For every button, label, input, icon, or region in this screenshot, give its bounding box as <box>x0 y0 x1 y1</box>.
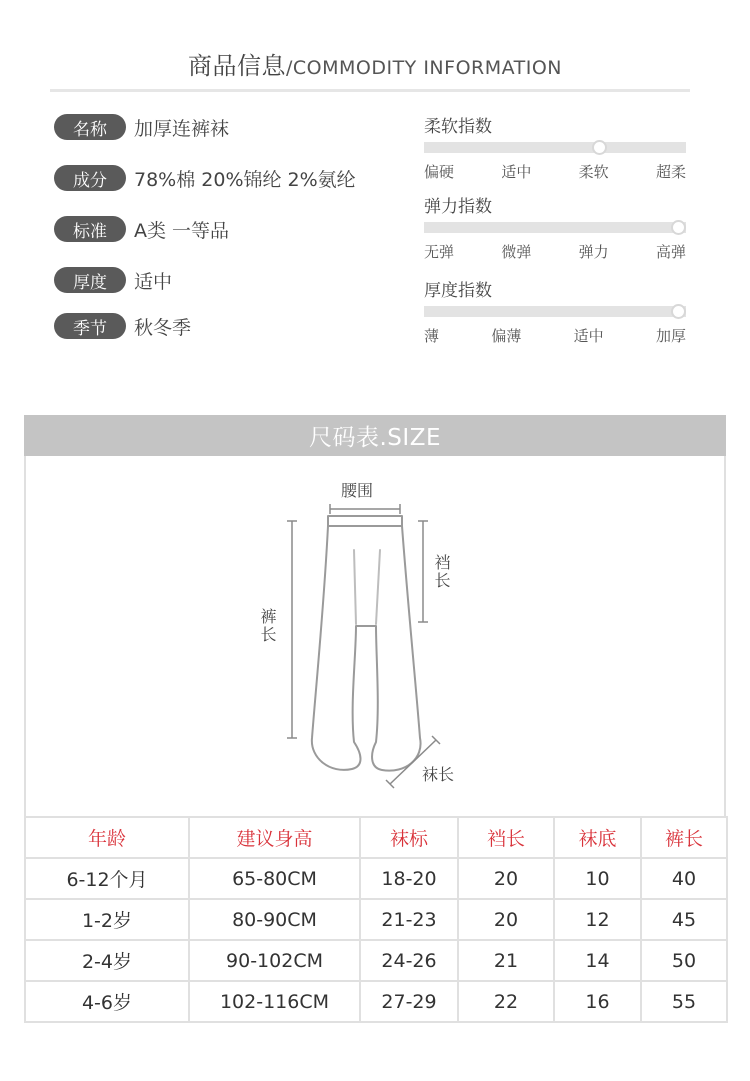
table-cell: 6-12个月 <box>25 858 189 899</box>
title-cn: 商品信息 <box>187 52 286 80</box>
attr-badge: 标准 <box>54 216 126 242</box>
scale-indicator <box>671 220 686 235</box>
elasticity-scale <box>424 192 686 262</box>
table-cell: 2-4岁 <box>25 940 189 981</box>
scale-bar <box>424 142 686 153</box>
scale-labels <box>424 241 686 262</box>
title-divider <box>50 89 690 92</box>
scale-label: 偏薄 <box>491 327 522 345</box>
scale-label: 薄 <box>424 327 440 345</box>
scale-title: 厚度指数 <box>424 281 492 301</box>
attr-row-name <box>54 112 229 142</box>
table-cell: 27-29 <box>360 981 458 1022</box>
crotch-length-label: 裆长 <box>432 554 451 590</box>
attr-value: 适中 <box>134 270 173 293</box>
table-cell: 65-80CM <box>189 858 360 899</box>
table-cell: 14 <box>554 940 641 981</box>
size-chart-title: 尺码表.SIZE <box>24 415 726 456</box>
attr-row-composition <box>54 163 356 193</box>
softness-scale <box>424 112 686 182</box>
table-cell: 4-6岁 <box>25 981 189 1022</box>
scale-label: 偏硬 <box>424 163 455 181</box>
scale-label: 超柔 <box>655 163 686 181</box>
col-header-age: 年龄 <box>25 817 189 858</box>
table-cell: 22 <box>458 981 554 1022</box>
attr-value: 78%棉 20%锦纶 2%氨纶 <box>134 168 356 191</box>
table-cell: 20 <box>458 899 554 940</box>
pants-length-label: 裤长 <box>258 608 277 644</box>
table-cell: 1-2岁 <box>25 899 189 940</box>
attr-value: 加厚连裤袜 <box>134 117 230 140</box>
table-row <box>25 981 727 1022</box>
attr-badge: 季节 <box>54 313 126 339</box>
attr-badge: 名称 <box>54 114 126 140</box>
scale-title: 弹力指数 <box>424 197 492 217</box>
scale-indicator <box>592 140 607 155</box>
table-cell: 50 <box>641 940 727 981</box>
table-cell: 102-116CM <box>189 981 360 1022</box>
scale-label: 无弹 <box>424 243 455 261</box>
scale-label: 柔软 <box>578 163 609 181</box>
scale-label: 适中 <box>573 327 604 345</box>
table-row <box>25 940 727 981</box>
section-title <box>0 46 750 81</box>
table-cell: 80-90CM <box>189 899 360 940</box>
scale-indicator <box>671 304 686 319</box>
table-cell: 12 <box>554 899 641 940</box>
table-cell: 20 <box>458 858 554 899</box>
table-cell: 21-23 <box>360 899 458 940</box>
table-cell: 10 <box>554 858 641 899</box>
tights-diagram <box>24 456 726 818</box>
scale-labels <box>424 325 686 346</box>
title-en: /COMMODITY INFORMATION <box>285 57 563 79</box>
table-header-row <box>25 817 727 858</box>
col-header-height: 建议身高 <box>189 817 360 858</box>
table-cell: 55 <box>641 981 727 1022</box>
table-row <box>25 858 727 899</box>
attr-badge: 厚度 <box>54 267 126 293</box>
scale-bar <box>424 306 686 317</box>
attr-row-standard <box>54 214 229 244</box>
col-header-sock-size: 袜标 <box>360 817 458 858</box>
col-header-crotch: 裆长 <box>458 817 554 858</box>
scale-label: 弹力 <box>578 243 609 261</box>
col-header-length: 裤长 <box>641 817 727 858</box>
table-cell: 24-26 <box>360 940 458 981</box>
table-cell: 18-20 <box>360 858 458 899</box>
attr-value: 秋冬季 <box>134 316 192 339</box>
scale-labels <box>424 161 686 182</box>
tights-outline-icon <box>24 456 726 818</box>
scale-bar <box>424 222 686 233</box>
scale-label: 加厚 <box>655 327 686 345</box>
attr-row-thickness <box>54 265 172 295</box>
attr-value: A类 一等品 <box>134 219 230 242</box>
col-header-sole: 袜底 <box>554 817 641 858</box>
table-row <box>25 899 727 940</box>
scale-label: 微弹 <box>501 243 532 261</box>
scale-label: 适中 <box>501 163 532 181</box>
table-cell: 40 <box>641 858 727 899</box>
attr-badge: 成分 <box>54 165 126 191</box>
size-table <box>24 816 728 1023</box>
attr-row-season <box>54 311 191 341</box>
table-cell: 45 <box>641 899 727 940</box>
table-cell: 16 <box>554 981 641 1022</box>
table-cell: 21 <box>458 940 554 981</box>
waist-label: 腰围 <box>341 481 374 500</box>
table-cell: 90-102CM <box>189 940 360 981</box>
thickness-scale <box>424 276 686 346</box>
sock-length-label: 袜长 <box>422 765 455 784</box>
scale-title: 柔软指数 <box>424 117 492 137</box>
scale-label: 高弹 <box>655 243 686 261</box>
